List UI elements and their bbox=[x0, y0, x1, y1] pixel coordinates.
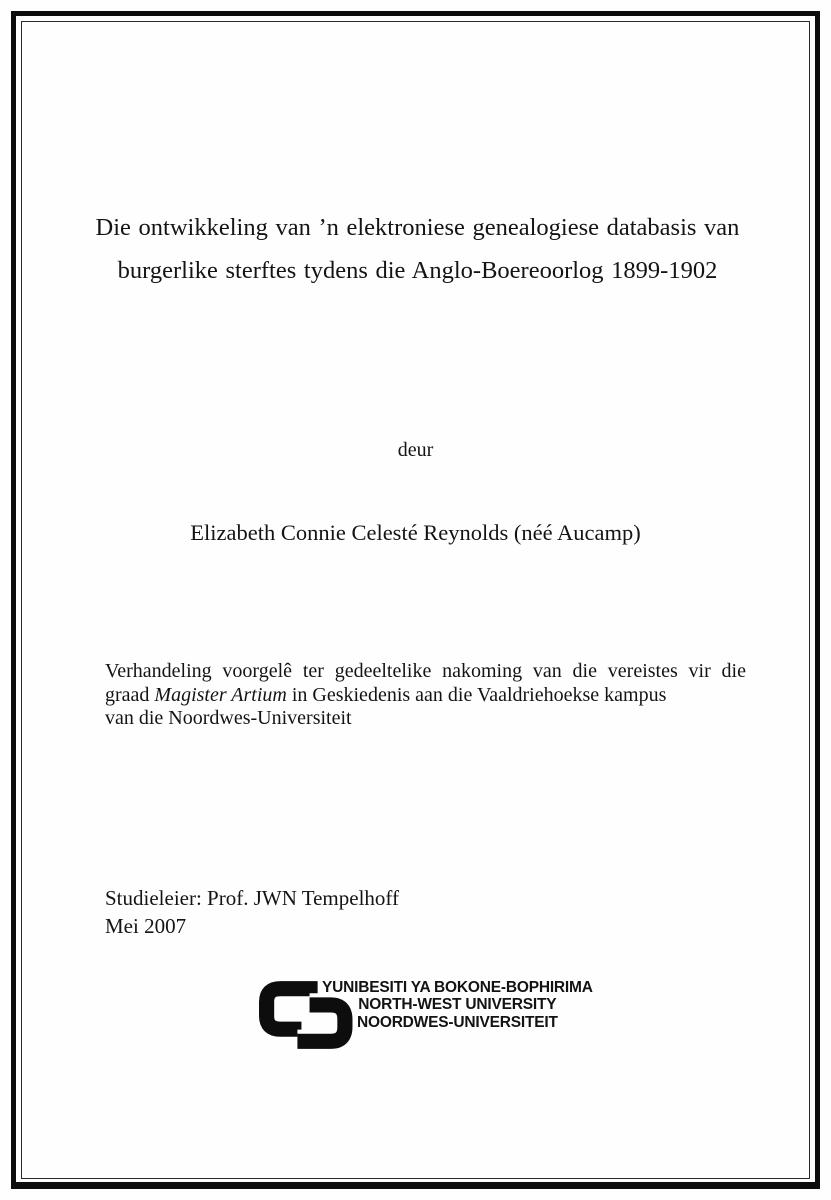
nwu-logo bbox=[257, 976, 593, 1052]
nwu-logo-line3: NOORDWES-UNIVERSITEIT bbox=[356, 1013, 558, 1031]
degree-statement bbox=[105, 660, 746, 731]
thesis-title-line1: Die ontwikkeling van ’n elektroniese genealogiese databasis van bbox=[95, 214, 740, 241]
nwu-logo-line1: YUNIBESITI YA BOKONE-BOPHIRIMA bbox=[322, 979, 593, 996]
degree-name-italic: Magister Artium bbox=[154, 683, 287, 706]
degree-statement-line2-prefix: graad bbox=[105, 683, 155, 706]
nwu-logo-wordmark bbox=[322, 976, 593, 1031]
date-line: Mei 2007 bbox=[105, 913, 187, 938]
author-name: Elizabeth Connie Celesté Reynolds (néé Aucamp) bbox=[190, 520, 641, 545]
degree-statement-line2-suffix: in Geskiedenis aan die Vaaldriehoekse kampus bbox=[286, 683, 667, 706]
thesis-title bbox=[90, 206, 745, 292]
byline-deur: deur bbox=[397, 439, 434, 461]
nwu-logo-line2: NORTH-WEST UNIVERSITY bbox=[358, 996, 557, 1014]
degree-statement-line3: van die Noordwes-Universiteit bbox=[105, 707, 352, 730]
thesis-title-line2: burgerlike sterftes tydens die Anglo-Boereoorlog 1899-1902 bbox=[117, 257, 718, 284]
degree-statement-line1: Verhandeling voorgelê ter gedeeltelike nakoming van die vereistes vir die bbox=[105, 660, 746, 682]
supervisor-block bbox=[105, 885, 399, 940]
supervisor-line: Studieleier: Prof. JWN Tempelhoff bbox=[105, 886, 400, 910]
degree-statement-line2 bbox=[105, 684, 746, 708]
